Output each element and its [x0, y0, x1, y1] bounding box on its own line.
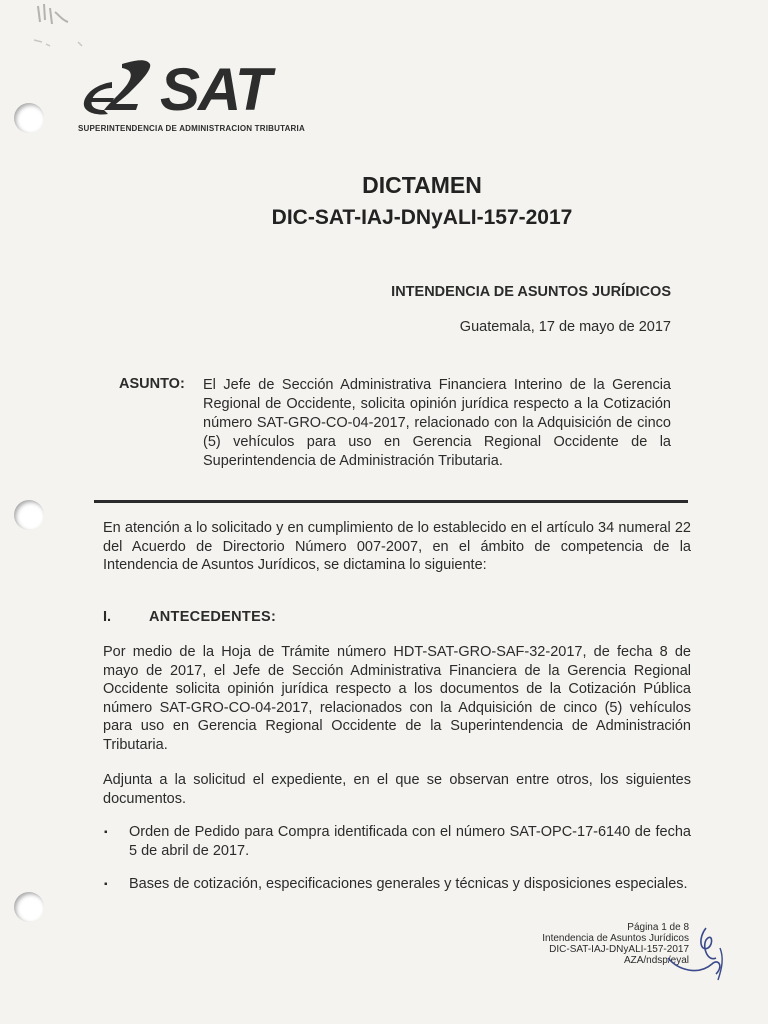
section-title: ANTECEDENTES: [149, 609, 277, 625]
department-heading: INTENDENCIA DE ASUNTOS JURÍDICOS [391, 284, 671, 300]
asunto-text: El Jefe de Sección Administrativa Financiera Interino de la Gerencia Regional de Occidente, solicita opinión jurídica respecto a la Cotización número SAT-GRO-CO-04-2017, relacionado con la Adquisición de cinco (5) vehículos para uso en Gerencia Regional Occidente de la Superintendencia de Administración Tributaria. [203, 377, 671, 469]
attachments-paragraph: Adjunta a la solicitud el expediente, en el que se observan entre otros, los siguientes documentos. [103, 772, 691, 807]
date-line: Guatemala, 17 de mayo de 2017 [459, 319, 671, 335]
punch-hole-2 [14, 500, 44, 530]
signature [628, 918, 728, 988]
bullet-icon: ▪ [104, 879, 108, 890]
bullet-item-1: Orden de Pedido para Compra identificada con el número SAT-OPC-17-6140 de fecha 5 de abril de 2017. [129, 824, 691, 859]
footer-page: Página 1 de 8 [627, 922, 689, 933]
divider [94, 500, 688, 503]
footer-initials: AZA/ndsp/eyal [623, 955, 689, 966]
scan-mark [30, 2, 90, 52]
document-title: DICTAMEN [362, 172, 482, 198]
intro-paragraph: En atención a lo solicitado y en cumplimiento de lo establecido en el artículo 34 numeral 22 del Acuerdo de Directorio Número 007-2007, en el ámbito de competencia de la Intendencia de Asuntos Jurídicos, se dictamina lo siguiente: [103, 520, 691, 573]
logo-wordmark: SAT [160, 56, 270, 123]
footer-reference: DIC-SAT-IAJ-DNyALI-157-2017 [549, 944, 689, 955]
sat-logo [78, 58, 308, 138]
bullet-icon: ▪ [104, 827, 108, 838]
asunto-label: ASUNTO: [119, 376, 185, 392]
bullet-item-2: Bases de cotización, especificaciones generales y técnicas y disposiciones especiales. [129, 876, 688, 892]
logo-emblem-icon [78, 58, 168, 122]
document-reference: DIC-SAT-IAJ-DNyALI-157-2017 [271, 206, 573, 229]
antecedentes-paragraph: Por medio de la Hoja de Trámite número HDT-SAT-GRO-SAF-32-2017, de fecha 8 de mayo de 2017, el Jefe de Sección Administrativa Financiera de la Gerencia Regional Occidente solicita opinión jurídica respecto a los documentos de la Cotización Pública número SAT-GRO-CO-04-2017, relacionados con la Adquisición de cinco (5) vehículos para uso en Gerencia Regional Occidente de la Superintendencia de Administración Tributaria. [103, 644, 691, 753]
punch-hole-1 [14, 103, 44, 133]
footer-department: Intendencia de Asuntos Jurídicos [542, 933, 689, 944]
punch-hole-3 [14, 892, 44, 922]
section-number: I. [103, 609, 112, 625]
logo-subtitle: SUPERINTENDENCIA DE ADMINISTRACION TRIBUTARIA [78, 124, 305, 133]
